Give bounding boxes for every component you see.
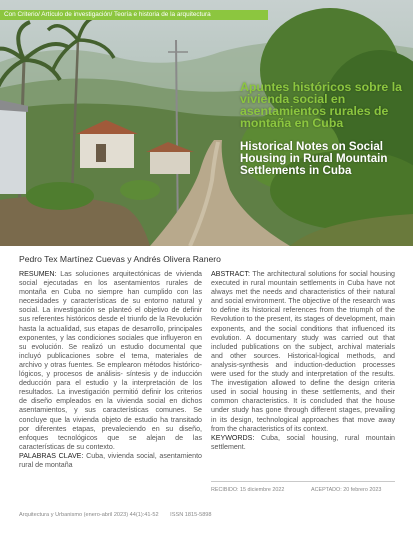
hero-photo bbox=[0, 0, 413, 246]
keywords-spanish: Cuba, vivienda social, asentamiento rural de montaña bbox=[19, 451, 202, 469]
dates-divider bbox=[211, 481, 395, 482]
journal-issn: ISSN 1815-5898 bbox=[170, 512, 212, 518]
submission-dates bbox=[211, 487, 395, 493]
abstract-spanish bbox=[19, 270, 202, 470]
abstract-text-english: The architectural solutions for social housing executed in rural mountain settlements in Cuba have not always met the needs and characteristics of their natural and social environment. The objective of the research was to define its historical references from the triumph of the Revolution to the present, its stages of development, main exponents, and the social conditions that influenced its evolution. A documentary study was carried out that included publications on the subject, archival materials and other sources. Historical-logical methods, and analysis-synthesis and induction-deduction processes were used for the study and interpretation of the results. The investigation allowed to define the design criteria used in social housing in these settlements, and their common characteristics. It is concluded that the house under study has gone through different stages, prevailing in its design, technological approaches that move away from the characteristics of its context. bbox=[211, 270, 396, 433]
author-names: Pedro Tex Martínez Cuevas y Andrés Olivera Ranero bbox=[19, 254, 221, 264]
keywords-label-english: KEYWORDS: bbox=[211, 433, 255, 442]
article-title-spanish: Apuntes históricos sobre la vivienda social en asentamientos rurales de montaña en Cuba bbox=[240, 80, 402, 130]
category-breadcrumb: Con Criterio/ Artículo de investigación/ Teoría e historia de la arquitectura bbox=[0, 10, 268, 20]
keywords-label-spanish: PALABRAS CLAVE: bbox=[19, 451, 84, 460]
abstract-label-spanish: RESUMEN: bbox=[19, 270, 57, 278]
abstract-label-english: ABSTRACT: bbox=[211, 270, 251, 278]
received-date: RECIBIDO: 15 diciembre 2022 bbox=[211, 487, 285, 493]
accepted-date: ACEPTADO: 20 febrero 2023 bbox=[311, 487, 382, 493]
article-title-english: Historical Notes on Social Housing in Rural Mountain Settlements in Cuba bbox=[240, 140, 388, 177]
journal-footer bbox=[19, 512, 222, 518]
abstract-text-spanish: Las soluciones arquitectónicas de vivienda social ejecutadas en los asentamientos rurales de montaña en Cuba no siempre han cumplido con las necesidades y características de su entorno natural y social. La investigación se planteó el objetivo de definir sus referentes históricos desde el triunfo de la Revolución hasta la actualidad, sus etapas de desarrollo, principales exponentes, y las condiciones sociales que influyeron en su evolución. Se realizó un estudio documental que incluyó publicaciones sobre el tema, materiales de archivo y otras fuentes. Se emplearon métodos histórico-lógicos, y procesos de análisis- síntesis y de inducción deducción para el estudio y la interpretación de los resultados. La investigación permitió definir los criterios de diseño empleados en la vivienda social en dichos asentamientos, y sus características comunes. Se concluye que la vivienda objeto de estudio ha transitado por diferentes etapas, prevaleciendo en su diseño, enfoques tecnológicos que se alejan de las características de su contexto. bbox=[19, 270, 202, 451]
keywords-english: Cuba, social housing, rural mountain settlement. bbox=[211, 433, 395, 451]
abstract-english bbox=[211, 270, 395, 452]
journal-citation: Arquitectura y Urbanismo (enero-abril 2023) 44(1):41-52 bbox=[19, 512, 159, 518]
